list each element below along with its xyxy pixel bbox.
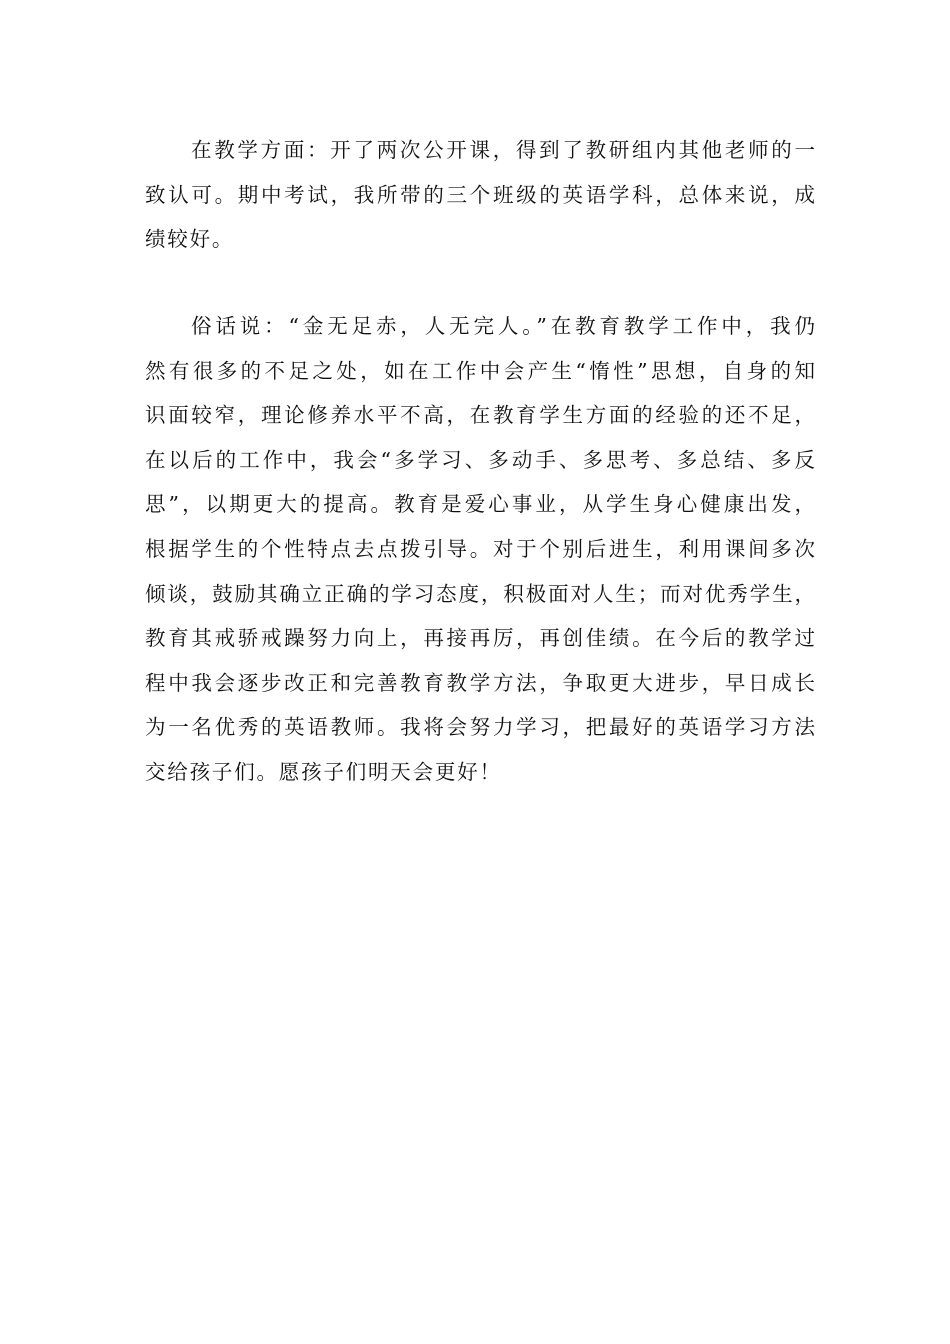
text-line: 在以后的工作中，我会“多学习、多动手、多思考、多总结、多反 [145,447,815,472]
text-line: 识面较窄，理论修养水平不高，在教育学生方面的经验的还不足， [145,403,815,428]
text-line: 思”，以期更大的提高。教育是爱心事业，从学生身心健康出发， [145,492,815,517]
text-line: 致认可。期中考试，我所带的三个班级的英语学科，总体来说，成 [145,182,815,207]
text-line: 俗话说：“金无足赤，人无完人。”在教育教学工作中，我仍 [191,314,815,338]
paragraph-reflection [145,304,815,795]
text-line: 程中我会逐步改正和完善教育教学方法，争取更大进步，早日成长 [145,670,815,695]
text-line: 教育其戒骄戒躁努力向上，再接再厉，再创佳绩。在今后的教学过 [145,626,815,651]
text-line: 绩较好。 [145,227,235,252]
paragraph-teaching [145,128,815,262]
text-line: 在教学方面：开了两次公开课，得到了教研组内其他老师的一 [191,138,815,162]
text-line: 为一名优秀的英语教师。我将会努力学习，把最好的英语学习方法 [145,715,815,740]
text-line: 倾谈，鼓励其确立正确的学习态度，积极面对人生；而对优秀学生， [145,581,815,606]
text-line: 然有很多的不足之处，如在工作中会产生“惰性”思想，自身的知 [145,358,815,383]
text-line: 根据学生的个性特点去点拨引导。对于个别后进生，利用课间多次 [145,536,815,561]
text-line: 交给孩子们。愿孩子们明天会更好！ [145,759,502,784]
